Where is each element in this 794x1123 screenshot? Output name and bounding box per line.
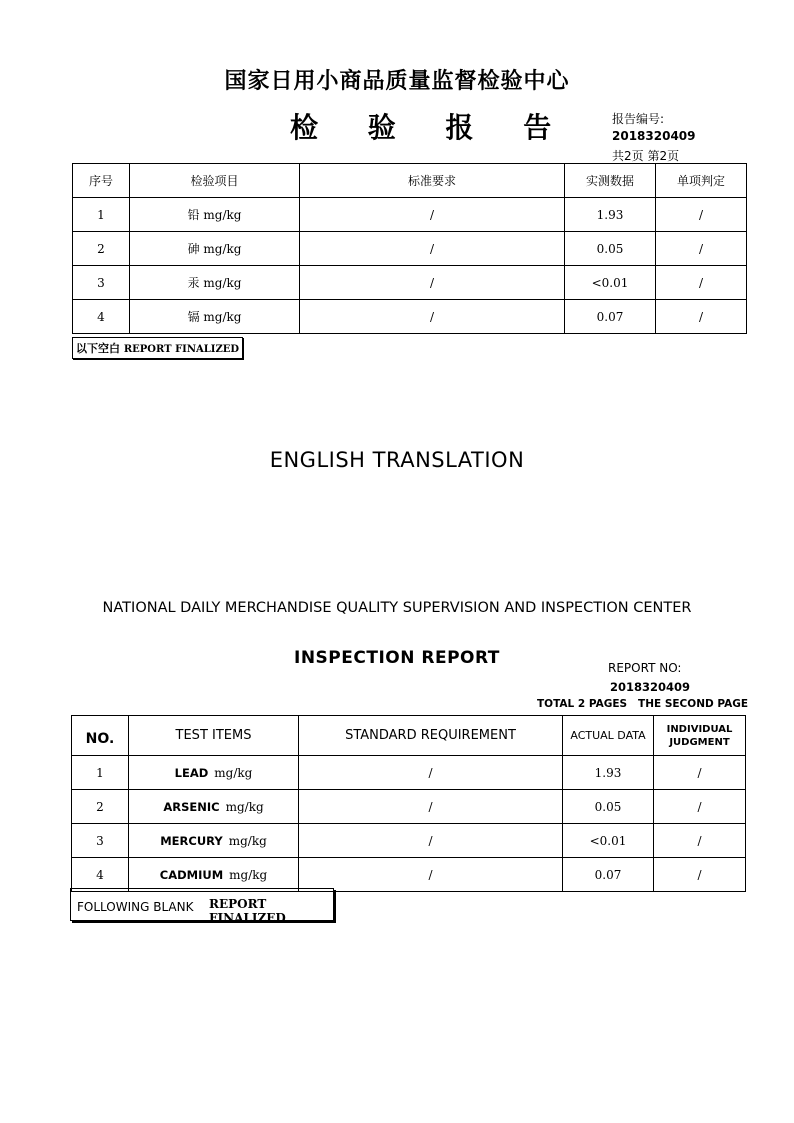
cn-table-header: [73, 164, 747, 198]
row-actual: 1.93: [565, 198, 656, 232]
row-standard: /: [300, 300, 565, 334]
row-item: [129, 756, 299, 790]
row-no: 3: [73, 266, 130, 300]
row-standard: /: [299, 824, 563, 858]
row-no: 2: [73, 232, 130, 266]
cn-results-table: [72, 163, 747, 334]
row-standard: /: [299, 756, 563, 790]
en-report-no: 2018320409: [610, 680, 691, 694]
table-row: [73, 198, 747, 232]
table-row: [73, 266, 747, 300]
cn-col-standard: 标准要求: [300, 164, 565, 198]
row-item-unit: mg/kg: [229, 867, 268, 882]
row-actual: 0.07: [565, 300, 656, 334]
table-row: [72, 824, 746, 858]
row-judgment: /: [654, 790, 746, 824]
cn-col-item: 检验项目: [130, 164, 300, 198]
en-col-judgment-line1: INDIVIDUAL: [666, 723, 733, 735]
en-col-judgment-line2: JUDGMENT: [669, 736, 730, 748]
cn-report-no-label: 报告编号:: [612, 112, 665, 126]
row-no: 1: [73, 198, 130, 232]
row-no: 2: [72, 790, 129, 824]
row-item-unit: mg/kg: [228, 833, 267, 848]
en-table-header: [72, 716, 746, 756]
row-item-name: ARSENIC: [163, 799, 220, 814]
cn-blank-note: [72, 337, 243, 359]
cn-col-no: 序号: [73, 164, 130, 198]
row-no: 3: [72, 824, 129, 858]
row-judgment: /: [654, 858, 746, 892]
translation-heading: ENGLISH TRANSLATION: [269, 448, 525, 472]
table-row: [73, 300, 747, 334]
en-organization-title: NATIONAL DAILY MERCHANDISE QUALITY SUPERVISION AND INSPECTION CENTER: [102, 600, 692, 616]
row-item-name: CADMIUM: [159, 867, 224, 882]
cn-col-judgment: 单项判定: [656, 164, 747, 198]
row-judgment: /: [654, 756, 746, 790]
row-judgment: /: [654, 824, 746, 858]
row-actual: <0.01: [565, 266, 656, 300]
row-item-unit: mg/kg: [214, 765, 253, 780]
en-col-no: NO.: [72, 716, 129, 756]
cn-report-no: 2018320409: [612, 129, 696, 143]
row-item: 镉 mg/kg: [130, 300, 300, 334]
en-page-info: TOTAL 2 PAGES THE SECOND PAGE: [537, 698, 748, 710]
cn-finalized-text: REPORT FINALIZED: [123, 344, 240, 355]
row-judgment: /: [656, 232, 747, 266]
row-standard: /: [299, 790, 563, 824]
row-actual: 0.05: [565, 232, 656, 266]
row-judgment: /: [656, 266, 747, 300]
en-col-items: TEST ITEMS: [129, 716, 299, 756]
row-item-unit: mg/kg: [225, 799, 264, 814]
row-item: [129, 858, 299, 892]
cn-page-info: 共2页 第2页: [612, 149, 680, 163]
row-item: 砷 mg/kg: [130, 232, 300, 266]
row-item: 铅 mg/kg: [130, 198, 300, 232]
cn-organization-title: 国家日用小商品质量监督检验中心: [224, 69, 570, 94]
en-results-table: [71, 715, 746, 892]
en-col-standard: STANDARD REQUIREMENT: [299, 716, 563, 756]
row-judgment: /: [656, 300, 747, 334]
en-report-finalized: REPORT FINALIZED: [209, 897, 286, 925]
row-item-name: MERCURY: [160, 833, 223, 848]
row-actual: 0.05: [563, 790, 654, 824]
row-item: [129, 824, 299, 858]
row-no: 4: [73, 300, 130, 334]
row-judgment: /: [656, 198, 747, 232]
cn-blank-note-text: 以下空白: [76, 342, 120, 355]
row-standard: /: [300, 232, 565, 266]
row-no: 4: [72, 858, 129, 892]
en-col-judgment: [654, 716, 746, 756]
row-standard: /: [299, 858, 563, 892]
row-no: 1: [72, 756, 129, 790]
row-standard: /: [300, 266, 565, 300]
row-actual: 1.93: [563, 756, 654, 790]
row-standard: /: [300, 198, 565, 232]
cn-report-title: 检 验 报 告: [290, 111, 572, 144]
en-report-no-label: REPORT NO:: [608, 661, 682, 675]
en-blank-note: [70, 888, 334, 925]
row-actual: 0.07: [563, 858, 654, 892]
en-report-title: INSPECTION REPORT: [294, 648, 500, 668]
cn-col-actual: 实测数据: [565, 164, 656, 198]
row-item: 汞 mg/kg: [130, 266, 300, 300]
table-row: [73, 232, 747, 266]
table-row: [72, 858, 746, 892]
table-row: [72, 756, 746, 790]
table-row: [72, 790, 746, 824]
row-item: [129, 790, 299, 824]
en-following-blank: FOLLOWING BLANK: [77, 900, 194, 914]
row-item-name: LEAD: [174, 765, 209, 780]
row-actual: <0.01: [563, 824, 654, 858]
en-col-actual: ACTUAL DATA: [563, 716, 654, 756]
